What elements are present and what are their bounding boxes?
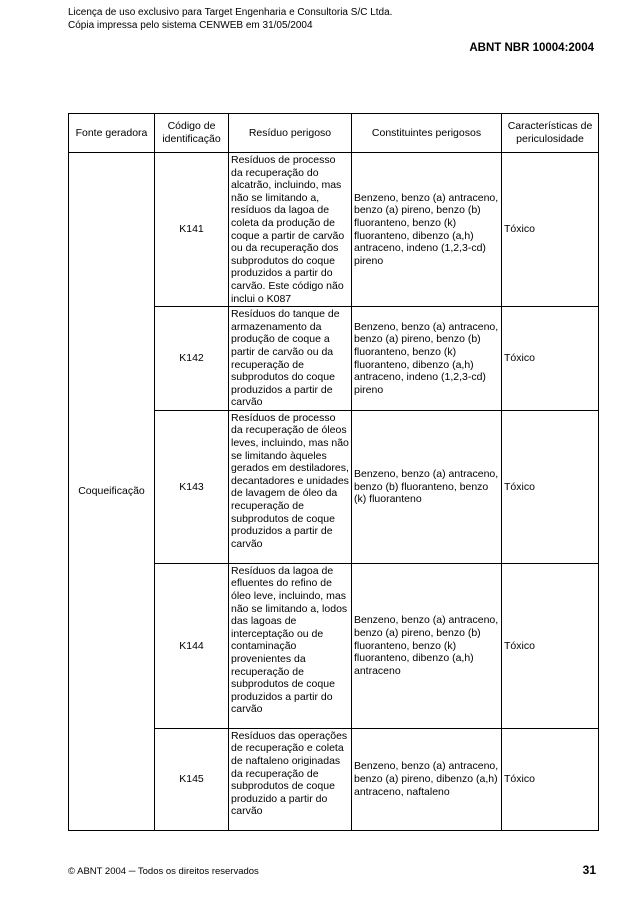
license-line-1: Licença de uso exclusivo para Target Engenharia e Consultoria S/C Ltda. <box>68 7 393 18</box>
constituents-cell: Benzeno, benzo (a) antraceno, benzo (a) pireno, dibenzo (a,h) antraceno, naftaleno <box>352 728 502 830</box>
copyright-notice: © ABNT 2004 ─ Todos os direitos reservados <box>68 866 259 877</box>
standard-title: ABNT NBR 10004:2004 <box>469 42 594 54</box>
waste-cell: Resíduos de processo da recuperação de óleos leves, incluindo, mas não se limitando àqueles gerados em destiladores, decantadores e unidades de lavagem de óleo da recuperação de subprodutos de coque produzidos a partir de carvão <box>229 410 352 563</box>
code-cell: K145 <box>155 728 229 830</box>
license-notice <box>68 6 392 32</box>
characteristic-cell: Tóxico <box>502 563 599 728</box>
header-constituintes-perigosos: Constituintes perigosos <box>352 114 502 153</box>
header-fonte-geradora: Fonte geradora <box>69 114 155 153</box>
constituents-cell: Benzeno, benzo (a) antraceno, benzo (a) pireno, benzo (b) fluoranteno, benzo (k) fluoranteno, dibenzo (a,h) antraceno <box>352 563 502 728</box>
table-row <box>69 153 599 307</box>
header-residuo-perigoso: Resíduo perigoso <box>229 114 352 153</box>
code-cell: K144 <box>155 563 229 728</box>
header-codigo-identificacao: Código de identificação <box>155 114 229 153</box>
source-cell: Coqueificação <box>69 153 155 831</box>
waste-cell: Resíduos da lagoa de efluentes do refino de óleo leve, incluindo, mas não se limitando a, lodos das lagoas de interceptação ou de contaminação provenientes da recuperação de subprodutos de coque produzidos a partir do carvão <box>229 563 352 728</box>
constituents-cell: Benzeno, benzo (a) antraceno, benzo (b) fluoranteno, benzo (k) fluoranteno <box>352 410 502 563</box>
license-line-2: Cópia impressa pelo sistema CENWEB em 31/05/2004 <box>68 20 313 31</box>
waste-cell: Resíduos do tanque de armazenamento da produção de coque a partir de carvão ou da recuperação de subprodutos do coque produzidos a partir de carvão <box>229 307 352 411</box>
hazardous-waste-table <box>68 113 599 831</box>
characteristic-cell: Tóxico <box>502 153 599 307</box>
code-cell: K142 <box>155 307 229 411</box>
waste-cell: Resíduos das operações de recuperação e coleta de naftaleno originadas da recuperação de subprodutos de coque produzido a partir do carvão <box>229 728 352 830</box>
constituents-cell: Benzeno, benzo (a) antraceno, benzo (a) pireno, benzo (b) fluoranteno, benzo (k) fluoranteno, dibenzo (a,h) antraceno, indeno (1,2,3-cd) pireno <box>352 307 502 411</box>
characteristic-cell: Tóxico <box>502 410 599 563</box>
table-header-row <box>69 114 599 153</box>
constituents-cell: Benzeno, benzo (a) antraceno, benzo (a) pireno, benzo (b) fluoranteno, benzo (k) fluoranteno, dibenzo (a,h) antraceno, indeno (1,2,3-cd) pireno <box>352 153 502 307</box>
characteristic-cell: Tóxico <box>502 728 599 830</box>
characteristic-cell: Tóxico <box>502 307 599 411</box>
code-cell: K143 <box>155 410 229 563</box>
waste-cell: Resíduos de processo da recuperação do alcatrão, incluindo, mas não se limitando a, resíduos da lagoa de coleta da produção de coque a partir de carvão ou da recuperação dos subprodutos do coque produzidos a partir do carvão. Este código não inclui o K087 <box>229 153 352 307</box>
header-caracteristicas-periculosidade: Características de periculosidade <box>502 114 599 153</box>
page-number: 31 <box>582 863 596 877</box>
code-cell: K141 <box>155 153 229 307</box>
